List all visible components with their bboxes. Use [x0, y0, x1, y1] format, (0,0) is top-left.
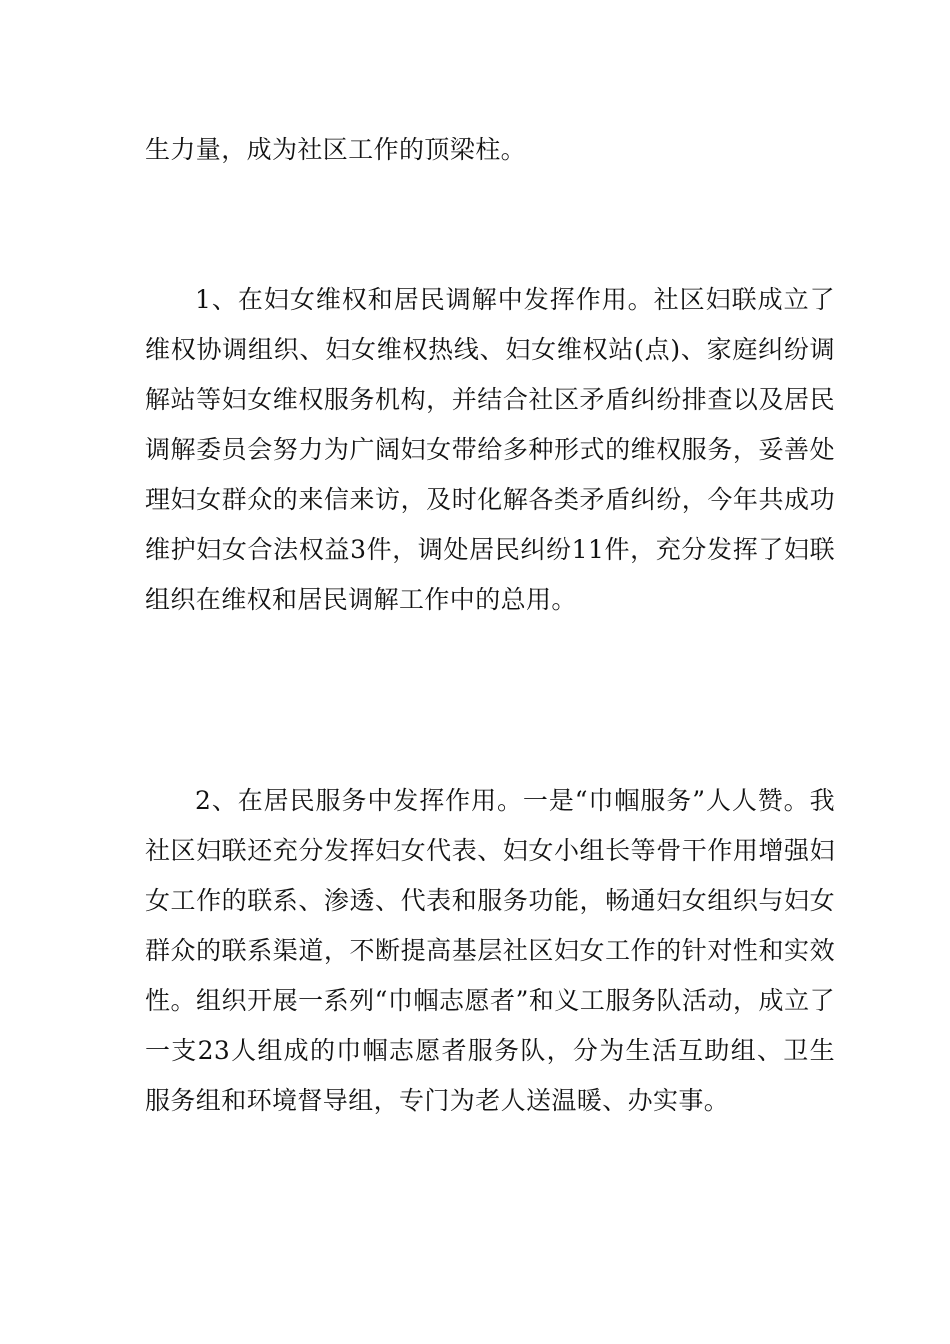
paragraph-continuation: 生力量，成为社区工作的顶梁柱。 — [145, 135, 527, 164]
paragraph-women-rights: 1、在妇女维权和居民调解中发挥作用。社区妇联成立了维权协调组织、妇女维权热线、妇女维权站(点)、家庭纠纷调解站等妇女维权服务机构，并结合社区矛盾纠纷排查以及居民调解委员会努力为广阔妇女带给多种形式的维权服务，妥善处理妇女群众的来信来访，及时化解各类矛盾纠纷，今年共成功维护妇女合法权益3件，调处居民纠纷11件，充分发挥了妇联组织在维权和居民调解工作中的总用。 — [145, 285, 835, 614]
paragraph-resident-service: 2、在居民服务中发挥作用。一是“巾帼服务”人人赞。我社区妇联还充分发挥妇女代表、妇女小组长等骨干作用增强妇女工作的联系、渗透、代表和服务功能，畅通妇女组织与妇女群众的联系渠道，不断提高基层社区妇女工作的针对性和实效性。组织开展一系列“巾帼志愿者”和义工服务队活动，成立了一支23人组成的巾帼志愿者服务队，分为生活互助组、卫生服务组和环境督导组，专门为老人送温暖、办实事。 — [145, 786, 835, 1115]
